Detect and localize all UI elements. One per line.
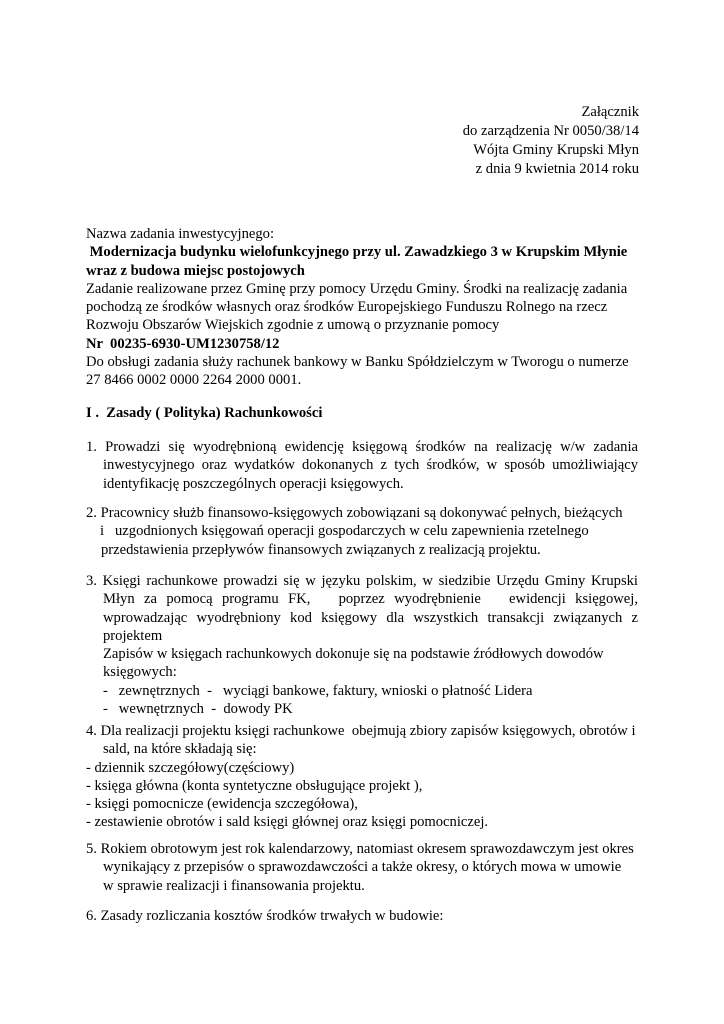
task-name-label: Nazwa zadania inwestycyjnego:: [86, 226, 275, 242]
item-line: - dziennik szczegółowy(częściowy): [86, 759, 295, 776]
list-item: [86, 840, 638, 895]
item-line: inwestycyjnego oraz wydatków dokonanych z tych środków, w sposób umożliwiający: [103, 457, 638, 474]
list-item: [86, 438, 638, 493]
task-title: wraz z budowa miejsc postojowych: [86, 262, 305, 279]
item-line: - zestawienie obrotów i sald księgi głównej oraz księgi pomocniczej.: [86, 814, 489, 831]
task-title: Modernizacja budynku wielofunkcyjnego przy ul. Zawadzkiego 3 w Krupskim Młynie: [86, 244, 628, 261]
intro-text: Do obsługi zadania służy rachunek bankowy w Banku Spółdzielczym w Tworogu o numerze: [86, 354, 629, 371]
item-line: identyfikację poszczególnych operacji księgowych.: [103, 475, 404, 492]
intro-text: 27 8466 0002 0000 2264 2000 0001.: [86, 372, 302, 389]
item-line: przedstawienia przepływów finansowych związanych z realizacją projektu.: [101, 541, 541, 558]
list-item: [86, 504, 638, 559]
item-line: - księgi pomocnicze (ewidencja szczegółowa),: [86, 796, 358, 813]
item-line: wynikający z przepisów o sprawozdawczości a także okresy, o których mowa w umowie: [103, 859, 622, 876]
item-line: sald, na które składają się:: [103, 741, 257, 758]
item-line: 2. Pracownicy służb finansowo-księgowych zobowiązani są dokonywać pełnych, bieżących: [86, 505, 623, 521]
header-line: Wójta Gminy Krupski Młyn: [473, 142, 639, 158]
attachment-header: [463, 103, 639, 179]
item-line: 4. Dla realizacji projektu księgi rachunkowe obejmują zbiory zapisów księgowych, obrotów i: [86, 723, 636, 739]
intro-section: [86, 225, 646, 390]
list-item: [86, 722, 638, 832]
item-line: 1. Prowadzi się wyodrębnioną ewidencję księgową środków na realizację w/w zadania: [86, 439, 638, 455]
item-line: i uzgodnionych księgowań operacji gospodarczych w celu zapewnienia rzetelnego: [100, 523, 589, 540]
list-item: [86, 572, 638, 718]
item-line: 5. Rokiem obrotowym jest rok kalendarzowy, natomiast okresem sprawozdawczym jest okres: [86, 841, 634, 857]
item-line: projektem: [103, 627, 163, 644]
header-line: z dnia 9 kwietnia 2014 roku: [475, 161, 639, 177]
item-line: - wewnętrznych - dowody PK: [103, 701, 293, 718]
item-line: Młyn za pomocą programu FK, poprzez wyodrębnienie ewidencji księgowej,: [103, 591, 638, 608]
header-line: Załącznik: [581, 104, 639, 120]
intro-text: pochodzą ze środków własnych oraz środków Europejskiego Funduszu Rolnego na rzecz: [86, 299, 608, 316]
intro-text: Rozwoju Obszarów Wiejskich zgodnie z umową o przyznanie pomocy: [86, 317, 500, 334]
item-line: Zapisów w księgach rachunkowych dokonuje się na podstawie źródłowych dowodów: [103, 646, 604, 663]
item-line: 6. Zasady rozliczania kosztów środków trwałych w budowie:: [86, 908, 444, 924]
item-line: w sprawie realizacji i finansowania projektu.: [103, 877, 365, 894]
list-item: [86, 907, 638, 925]
agreement-number: Nr 00235-6930-UM1230758/12: [86, 335, 280, 352]
item-line: - zewnętrznych - wyciągi bankowe, faktury, wnioski o płatność Lidera: [103, 682, 533, 699]
item-line: - księga główna (konta syntetyczne obsługujące projekt ),: [86, 777, 423, 794]
intro-text: Zadanie realizowane przez Gminę przy pomocy Urzędu Gminy. Środki na realizację zadania: [86, 280, 628, 297]
item-line: księgowych:: [103, 664, 177, 681]
section-title: I . Zasady ( Polityka) Rachunkowości: [86, 405, 323, 421]
item-line: 3. Księgi rachunkowe prowadzi się w języku polskim, w siedzibie Urzędu Gminy Krupski: [86, 573, 638, 589]
item-line: wprowadzając wyodrębniony kod księgowy dla wszystkich transakcji związanych z: [103, 609, 638, 626]
header-line: do zarządzenia Nr 0050/38/14: [462, 123, 639, 139]
